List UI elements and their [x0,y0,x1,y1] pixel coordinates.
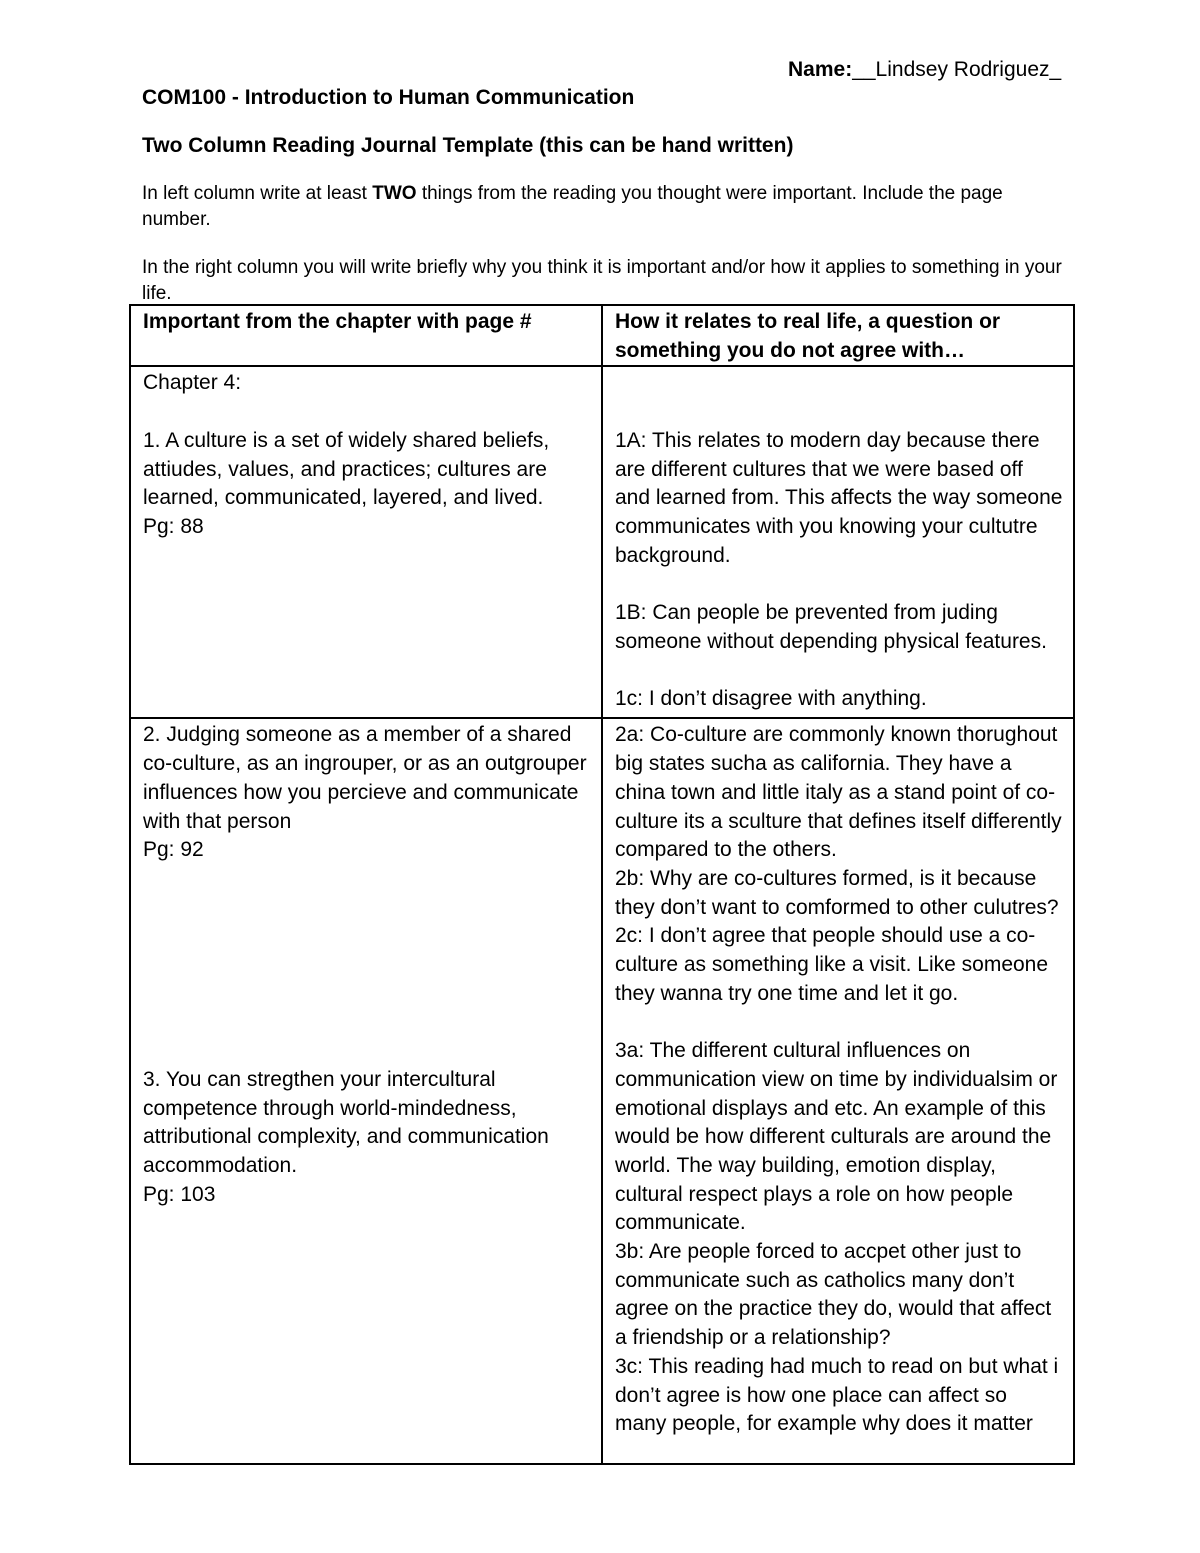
cell-text: 1A: This relates to modern day because there are different cultures that we were based off and learned from. This affects the way someone communicates with you knowing your cultutre background. 1B: Can people be prevented from juding someone without depending physical features. 1c: I don’t disagree with anything. [615,428,1063,711]
table-row [130,366,1074,718]
instructions-left-post: things from the reading you thought were important. Include the page number. [142,183,1003,230]
template-title: Two Column Reading Journal Template (this can be hand written) [142,134,794,157]
header-cell-left: Important from the chapter with page # [130,305,602,366]
header-cell-right: How it relates to real life, a question or something you do not agree with… [602,305,1074,366]
table-cell-left [130,366,602,718]
name-label: Name: [788,58,853,81]
instructions-left-column [142,181,1072,233]
table-cell-right [602,366,1074,718]
instructions-right-column: In the right column you will write briefly why you think it is important and/or how it applies to something in your life. [142,257,1062,304]
cell-text: 2. Judging someone as a member of a shared co-culture, as an ingrouper, or as an outgrouper influences how you percieve and communicate with that person Pg: 92 3. You can stregthen your intercultural competence through world-mindedness, attributional complexity, and communication accommodation. Pg: 103 [143,723,587,1206]
table-cell-right [602,718,1074,1464]
name-value: __Lindsey Rodriguez_ [852,58,1062,81]
cell-text: 2a: Co-culture are commonly known thorughout big states sucha as california. They have a china town and little italy as a stand point of co-culture its a sculture that defines itself differently compared to the others. 2b: Why are co-cultures formed, is it because they don’t want to comformed to other culutres? 2c: I don’t agree that people should use a co-culture as something like a visit. Like someone they wanna try one time and let it go. 3a: The different cultural influences on communication view on time by individualsim or emotional displays and etc. An example of this would be how different culturals are around the world. The way building, emotion display, cultural respect plays a role on how people communicate. 3b: Are people forced to accpet other just to communicate such as catholics many don’t agree on the practice they do, would that affect a friendship or a relationship? 3c: This reading had much to read on but what i don’t agree is how one place can affect so many people, for example why does it matter [615,723,1062,1436]
table-row [130,718,1074,1464]
name-line [788,58,1061,82]
instructions-left-pre: In left column write at least [142,183,373,204]
course-title: COM100 - Introduction to Human Communication [142,86,635,109]
table-header-row [130,305,1074,366]
journal-table [129,304,1075,1465]
instructions-left-bold: TWO [372,183,417,204]
table-cell-left [130,718,602,1464]
cell-text: Chapter 4: 1. A culture is a set of widely shared beliefs, attiudes, values, and practices; cultures are learned, communicated, layered, and lived. Pg: 88 [143,371,550,538]
